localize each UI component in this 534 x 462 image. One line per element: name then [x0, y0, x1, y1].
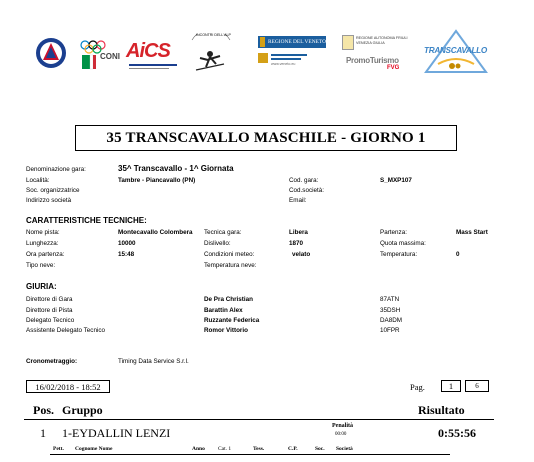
columns-rule: [50, 454, 450, 455]
giuria-code: DA8DM: [380, 317, 403, 324]
localita-label: Località:: [26, 177, 50, 184]
meteo-value: velato: [292, 251, 311, 258]
quota-label: Quota massima:: [380, 240, 426, 247]
lunghezza-label: Lunghezza:: [26, 240, 59, 247]
risultato-header: Risultato: [418, 403, 465, 417]
race-title-box: [75, 125, 457, 151]
col-cp: C.P.: [288, 446, 298, 452]
col-anno: Anno: [192, 446, 205, 452]
page-total-text: 6: [475, 382, 479, 390]
pos-header: Pos.: [33, 403, 54, 417]
promoturismo-logo: [346, 56, 410, 74]
race-title: 35 TRANSCAVALLO MASCHILE - GIORNO 1: [106, 129, 426, 146]
col-soc: Soc.: [315, 446, 325, 452]
cod-gara-label: Cod. gara:: [289, 177, 319, 184]
page-current-text: 1: [448, 381, 454, 391]
promoturismo-sub-text: FVG: [387, 65, 400, 71]
giuria-code: 35DSH: [380, 307, 401, 314]
aics-text: AiCS: [126, 40, 170, 62]
tech-heading: CARATTERISTICHE TECNICHE:: [26, 216, 147, 225]
denominazione-label: Denominazione gara:: [26, 166, 86, 173]
aics-logo: [126, 40, 184, 72]
print-date-text: 16/02/2018 - 18:52: [35, 381, 101, 392]
veneto-sub-text: www.veneto.eu: [271, 62, 296, 66]
indirizzo-label: Indirizzo società: [26, 197, 72, 204]
transcavallo-text: TRANSCAVALLO: [424, 46, 487, 55]
penalita-value: 00:00: [335, 432, 347, 437]
fisi-logo: [30, 36, 72, 72]
tecnica-label: Tecnica gara:: [204, 229, 242, 236]
col-cognome-nome: Cognome Nome: [75, 446, 113, 452]
coni-logo: [78, 38, 120, 74]
col-societa: Società: [336, 446, 353, 452]
dislivello-label: Dislivello:: [204, 240, 231, 247]
email-label: Email:: [289, 197, 307, 204]
giuria-name: Romor Vittorio: [204, 327, 248, 334]
giuria-role: Direttore di Gara: [26, 296, 73, 303]
nome-pista-value: Montecavallo Colombera: [118, 229, 193, 236]
giuria-heading: GIURIA:: [26, 282, 57, 291]
cod-soc-label: Cod.società:: [289, 187, 325, 194]
col-cat: Cat. 1: [218, 446, 232, 452]
group-name: 1-EYDALLIN LENZI: [62, 426, 171, 440]
dislivello-value: 1870: [289, 240, 304, 247]
soc-org-label: Soc. organizzatrice: [26, 187, 80, 194]
col-tess: Tess.: [253, 446, 265, 452]
promoturismo-text: PromoTurismo: [346, 56, 399, 65]
header-rule: [24, 419, 494, 420]
tipo-neve-label: Tipo neve:: [26, 262, 56, 269]
fvg-logo: [342, 35, 412, 53]
temperatura-value: 0: [456, 251, 460, 258]
col-pett: Pett.: [53, 446, 64, 452]
transcavallo-logo: [418, 28, 494, 76]
regione-veneto-text: REGIONE DEL VENETO: [268, 39, 326, 45]
group-pos: 1: [40, 426, 46, 440]
giuria-code: 10FPR: [380, 327, 400, 334]
giuria-code: 87ATN: [380, 296, 400, 303]
coni-text: CONI: [100, 52, 120, 61]
nome-pista-label: Nome pista:: [26, 229, 60, 236]
giuria-role: Direttore di Pista: [26, 307, 73, 314]
gruppo-header: Gruppo: [62, 403, 103, 417]
cod-gara-value: S_MXP107: [380, 177, 412, 184]
crono-label: Cronometraggio:: [26, 358, 78, 365]
localita-value: Tambre - Piancavallo (PN): [118, 177, 196, 184]
page-total: [465, 380, 489, 392]
incontri-logo: [188, 34, 234, 74]
incontri-text: INCONTRI DELL'ALP: [196, 33, 231, 37]
partenza-label: Partenza:: [380, 229, 407, 236]
giuria-name: Ruzzante Federica: [204, 317, 260, 324]
print-date: [26, 380, 110, 393]
crono-value: Timing Data Service S.r.l.: [118, 358, 189, 365]
page-label: Pag.: [410, 382, 425, 392]
lunghezza-value: 10000: [118, 240, 136, 247]
giuria-role: Delegato Tecnico: [26, 317, 75, 324]
penalita-label: Penalità: [332, 423, 353, 429]
temp-neve-label: Temperatura neve:: [204, 262, 257, 269]
meteo-label: Condizioni meteo:: [204, 251, 255, 258]
giuria-name: Barattin Alex: [204, 307, 243, 314]
ora-value: 15:48: [118, 251, 135, 258]
denominazione-value: 35^ Transcavallo - 1^ Giornata: [118, 164, 234, 173]
giuria-role: Assistente Delegato Tecnico: [26, 327, 105, 334]
temperatura-label: Temperatura:: [380, 251, 418, 258]
partenza-value: Mass Start: [456, 229, 488, 236]
ora-label: Ora partenza:: [26, 251, 65, 258]
giuria-name: De Pra Christian: [204, 296, 253, 303]
group-time: 0:55:56: [438, 426, 476, 440]
regione-veneto-logo: [258, 36, 328, 70]
page-current: [441, 380, 461, 392]
fvg-text: REGIONE AUTONOMA FRIULI VENEZIA GIULIA: [356, 36, 408, 45]
tecnica-value: Libera: [289, 229, 308, 236]
